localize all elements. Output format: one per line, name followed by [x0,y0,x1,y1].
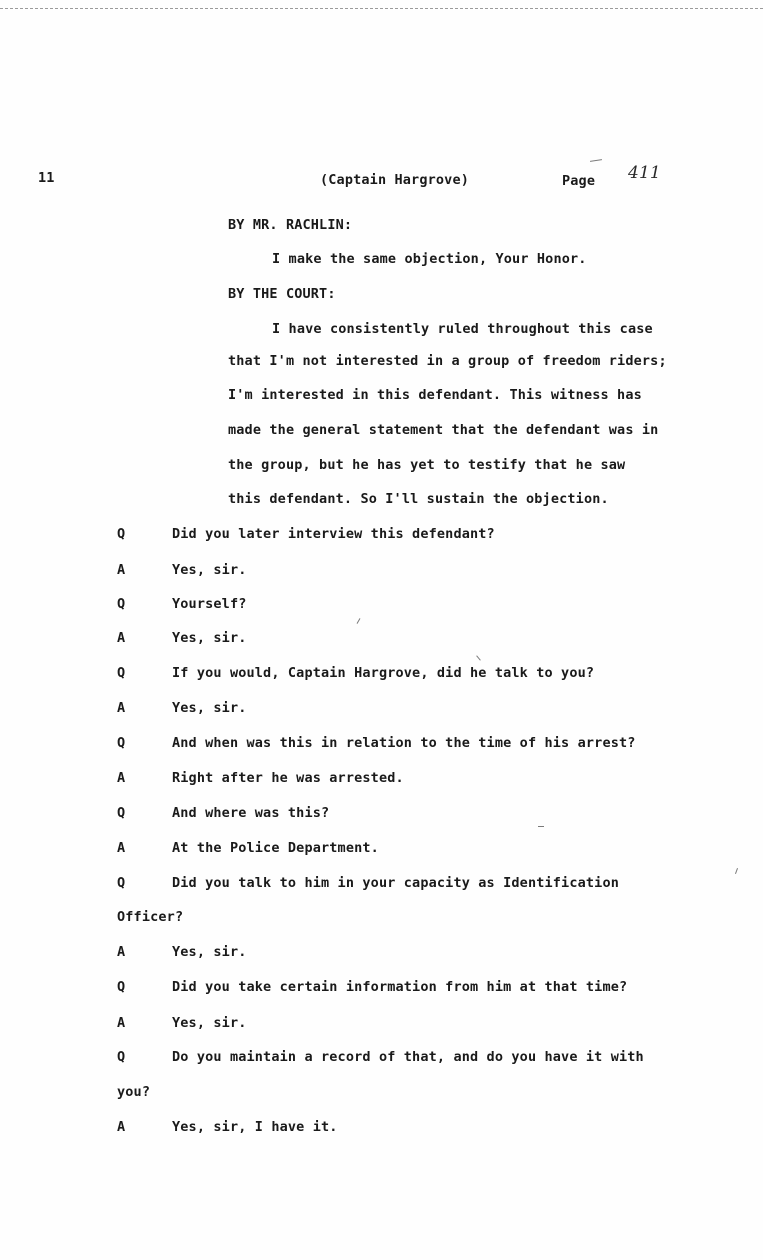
stray-mark [357,618,361,624]
ruling-line: this defendant. So I'll sustain the objection. [228,491,609,507]
qa-speaker: Q [117,526,126,542]
qa-speaker: Q [117,875,126,891]
qa-text: Yes, sir. [172,630,247,646]
qa-text: Yes, sir, I have it. [172,1119,338,1135]
pen-mark [590,159,602,162]
qa-text: Yes, sir. [172,1015,247,1031]
qa-text: Did you take certain information from him at that time? [172,979,628,995]
qa-speaker: Q [117,805,126,821]
qa-speaker: A [117,770,126,786]
qa-text: Yes, sir. [172,700,247,716]
line-number: 11 [38,170,55,186]
qa-speaker: A [117,630,126,646]
stray-mark [538,826,544,827]
qa-speaker: A [117,562,126,578]
qa-text: Right after he was arrested. [172,770,404,786]
qa-speaker: A [117,944,126,960]
stray-mark [476,655,481,660]
qa-speaker: Q [117,979,126,995]
qa-speaker: A [117,700,126,716]
qa-text: Yes, sir. [172,562,247,578]
qa-speaker: A [117,840,126,856]
page-top-edge [0,0,763,9]
qa-text: And when was this in relation to the time of his arrest? [172,735,636,751]
page-label: Page [562,173,596,189]
qa-speaker: A [117,1015,126,1031]
ruling-line: made the general statement that the defendant was in [228,422,659,438]
qa-text: Did you talk to him in your capacity as Identification [172,875,619,891]
speaker-heading: BY MR. RACHLIN: [228,217,353,233]
qa-text: Yes, sir. [172,944,247,960]
qa-text: Do you maintain a record of that, and do you have it with [172,1049,644,1065]
qa-text: If you would, Captain Hargrove, did he talk to you? [172,665,595,681]
qa-continuation: you? [117,1084,151,1100]
ruling-line: the group, but he has yet to testify that he saw [228,457,626,473]
qa-speaker: Q [117,1049,126,1065]
qa-speaker: Q [117,735,126,751]
page-title: (Captain Hargrove) [320,172,469,188]
page-number: 411 [628,163,661,183]
ruling-line: that I'm not interested in a group of freedom riders; [228,353,667,369]
qa-text: At the Police Department. [172,840,379,856]
speaker-heading: BY THE COURT: [228,286,336,302]
qa-speaker: Q [117,596,126,612]
qa-text: Yourself? [172,596,247,612]
objection-text: I make the same objection, Your Honor. [272,251,587,267]
ruling-line: I'm interested in this defendant. This witness has [228,387,642,403]
qa-continuation: Officer? [117,909,184,925]
qa-text: And where was this? [172,805,330,821]
qa-speaker: Q [117,665,126,681]
qa-text: Did you later interview this defendant? [172,526,495,542]
stray-mark [735,868,738,874]
qa-speaker: A [117,1119,126,1135]
ruling-line: I have consistently ruled throughout this case [272,321,653,337]
